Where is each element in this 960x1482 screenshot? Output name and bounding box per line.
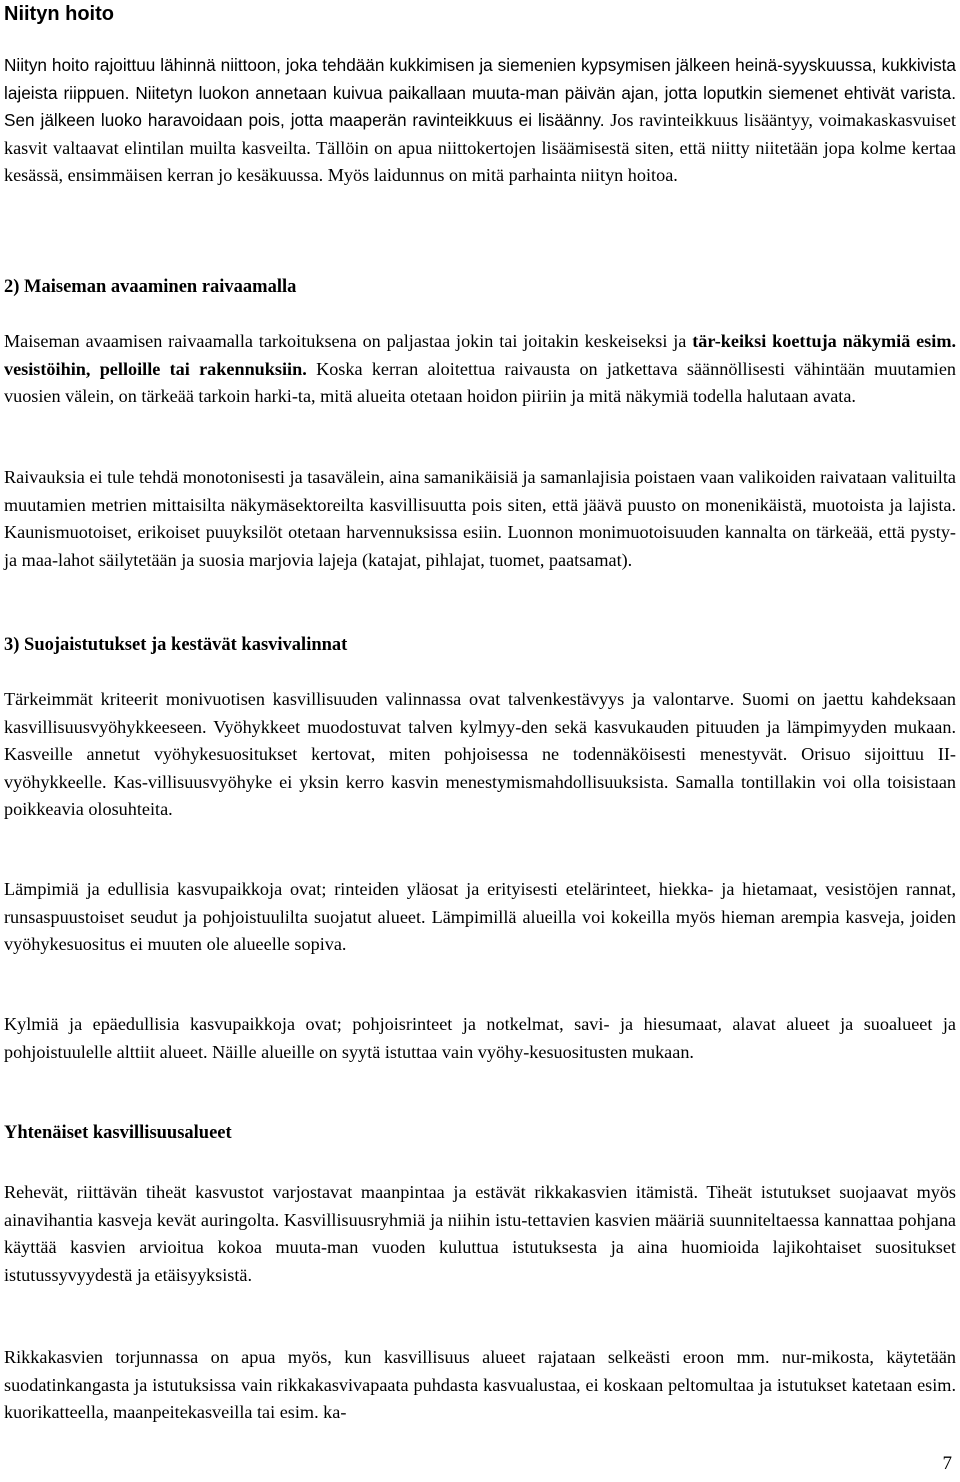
paragraph-text: Lämpimiä ja edullisia kasvupaikkoja ovat; rinteiden yläosat ja erityisesti etelärinteet, hiekka- ja hietamaat, vesistöjen rannat, runsaspuustoiset seudut ja pohjoistuulilta suojatut alueet. Lämpimillä alueilla voi kokeilla myös hieman arempia kasveja, joiden vyöhykesuositus ei muuten ole alueelle sopiva. <box>4 879 956 954</box>
paragraph-suojaistutukset-1 <box>4 686 956 824</box>
section-heading-yhtenaiset: Yhtenäiset kasvillisuusalueet <box>4 1123 232 1143</box>
paragraph-raivaaminen-1 <box>4 328 956 411</box>
paragraph-yhtenaiset-1 <box>4 1179 956 1289</box>
paragraph-text: Raivauksia ei tule tehdä monotonisesti ja tasavälein, aina samanikäisiä ja samanlajisia poistaen vaan valikoiden raivataan valituilta muutamien metrien mittaisilta näkymäsektoreilta kasvillisuutta pois siten, että jäävä puusto on monenikäistä, muotoista ja lajista. Kaunismuotoiset, erikoiset puuyksilöt otetaan harvennuksissa esiin. Luonnon monimuotoisuuden kannalta on tärkeää, että pysty- ja maa-lahot säilytetään ja suosia marjovia lajeja (katajat, pihlajat, tuomet, paatsamat). <box>4 467 956 570</box>
section-heading-suojaistutukset: 3) Suojaistutukset ja kestävät kasvivalinnat <box>4 635 348 655</box>
page-title: Niityn hoito <box>4 3 114 25</box>
paragraph-suojaistutukset-3 <box>4 1011 956 1066</box>
paragraph-text: Maiseman avaamisen raivaamalla tarkoituksena on paljastaa jokin tai joitakin keskeiseksi ja <box>4 331 687 351</box>
page-number: 7 <box>942 1453 952 1474</box>
section-heading-raivaaminen: 2) Maiseman avaaminen raivaamalla <box>4 277 297 297</box>
paragraph-text: Rehevät, riittävän tiheät kasvustot varjostavat maanpintaa ja estävät rikkakasvien itämistä. Tiheät istutukset suojaavat myös ainavihantia kasveja kevät auringolta. Kasvillisuusryhmiä ja niihin istu-tettavien kasvien määriä suunniteltaessa kannattaa pohjana käyttää kasvien arvioitua kokoa muuta-man vuoden kuluttua istutuksesta ja aina huomioida lajikohtaiset suositukset istutussyvyydestä ja etäisyyksistä. <box>4 1182 956 1285</box>
paragraph-text: Koska kerran aloitettua raivausta on jatkettava säännöllisesti vähintään muutamien vuosien välein, on tärkeää tarkoin harki-ta, mitä alueita otetaan hoidon piiriin ja mitä näkymiä todella halutaan avata. <box>4 358 957 406</box>
paragraph-raivaaminen-2 <box>4 464 956 574</box>
bold-text: tär-keiksi koettuja näkymiä esim. vesistöihin, pelloille tai rakennuksiin. <box>4 331 957 379</box>
paragraph-niityn-hoito <box>4 52 956 190</box>
paragraph-text: Jos ravinteikkuus lisääntyy, voimakaskasvuiset kasvit valtaavat elintilan muilta kasveilta. Tällöin on apua niittokertojen lisäämisestä siten, että niitty niitetään jopa kolme kertaa kesässä, ensimmäisen kerran jo kesäkuussa. Myös laidunnus on mitä parhainta niityn hoitoa. <box>4 110 957 185</box>
paragraph-text: Tärkeimmät kriteerit monivuotisen kasvillisuuden valinnassa ovat talvenkestävyys ja valontarve. Suomi on jaettu kahdeksaan kasvillisuusvyöhykkeeseen. Vyöhykkeet muodostuvat talven kylmyy-den sekä kasvukauden pituuden ja lämpimyyden mukaan. Kasveille annetut vyöhykesuositukset kertovat, miten pohjoisessa ne todennäköisesti menestyvät. Orisuo sijoittuu II-vyöhykkeelle. Kas-villisuusvyöhyke ei yksin kerro kasvin menestymismahdollisuuksista. Samalla tontillakin voi olla toisistaan poikkeavia olosuhteita. <box>4 689 956 819</box>
paragraph-text: Kylmiä ja epäedullisia kasvupaikkoja ovat; pohjoisrinteet ja notkelmat, savi- ja hiesumaat, alavat alueet ja suoalueet ja pohjoistuulelle alttiit alueet. Näille alueille on syytä istuttaa vain vyöhy-kesuositusten mukaan. <box>4 1014 956 1062</box>
paragraph-yhtenaiset-2 <box>4 1344 956 1427</box>
paragraph-text: Rikkakasvien torjunnassa on apua myös, kun kasvillisuus alueet rajataan selkeästi eroon mm. nur-mikosta, käytetään suodatinkangasta ja istutuksissa vain rikkakasvivapaata puhdasta kasvualustaa, ei koskaan peltomultaa ja istutukset katetaan esim. kuorikatteella, maanpeitekasveilla tai esim. ka- <box>4 1347 956 1422</box>
paragraph-text: Niityn hoito rajoittuu lähinnä niittoon, joka tehdään kukkimisen ja siemenien kypsymisen jälkeen heinä-syyskuussa, kukkivista lajeista riippuen. Niitetyn luokon annetaan kuivua paikallaan muuta-man päivän ajan, jotta loputkin siemenet ehtivät varista. Sen jälkeen luoko haravoidaan pois, jotta maaperän ravinteikkuus ei lisäänny. <box>4 55 956 130</box>
paragraph-suojaistutukset-2 <box>4 876 956 959</box>
